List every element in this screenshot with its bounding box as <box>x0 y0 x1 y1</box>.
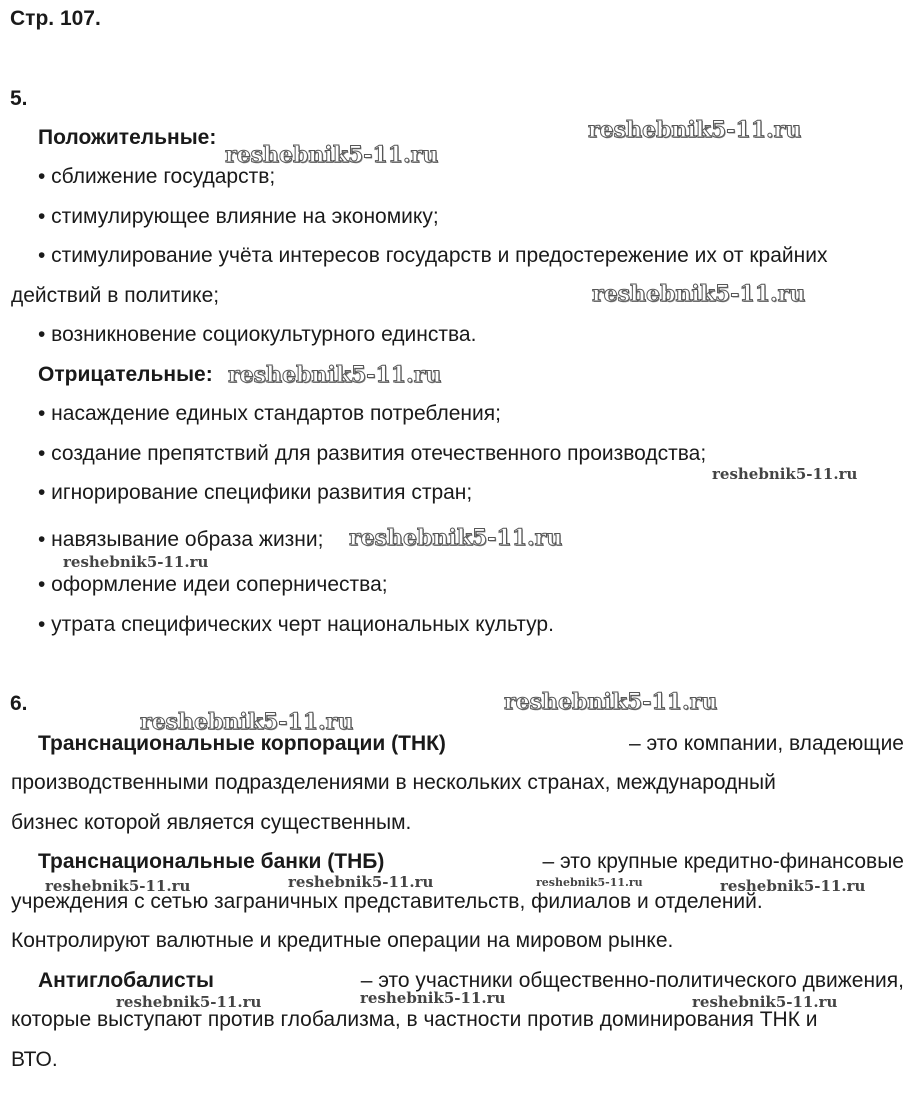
paragraph-tnk-line-3: бизнес которой является существенным. <box>11 811 412 834</box>
watermark: reshebnik5-11.ru <box>536 876 643 889</box>
watermark: reshebnik5-11.ru <box>140 709 354 735</box>
paragraph-tnk-line-1 <box>38 731 904 757</box>
term-tnb: Транснациональные банки (ТНБ) <box>38 850 385 873</box>
watermark: reshebnik5-11.ru <box>504 689 718 715</box>
watermark: reshebnik5-11.ru <box>692 993 838 1011</box>
definition-start: – это компании, владеющие <box>629 732 904 755</box>
watermark: reshebnik5-11.ru <box>288 873 434 891</box>
paragraph-tnb-line-2 <box>11 889 904 915</box>
paragraph-tnk-line-2 <box>11 770 904 796</box>
task-6-number: 6. <box>10 692 28 715</box>
list-item: • возникновение социокультурного единства. <box>38 323 477 346</box>
list-item-text: • стимулирование учёта интересов государств и предостережение их от крайних <box>38 244 828 267</box>
watermark: reshebnik5-11.ru <box>588 117 802 143</box>
watermark: reshebnik5-11.ru <box>228 362 442 388</box>
list-item: • насаждение единых стандартов потребления; <box>38 402 501 425</box>
watermark: reshebnik5-11.ru <box>360 989 506 1007</box>
paragraph-antiglob-line-2 <box>11 1007 904 1033</box>
list-item <box>38 243 904 269</box>
definition-start: – это участники общественно-политического движения, <box>360 969 904 992</box>
list-item: • оформление идеи соперничества; <box>38 573 388 596</box>
list-item: • игнорирование специфики развития стран; <box>38 481 473 504</box>
negative-heading: Отрицательные: <box>38 363 213 386</box>
term-antiglobalists: Антиглобалисты <box>38 969 214 992</box>
watermark: reshebnik5-11.ru <box>712 465 858 483</box>
definition-start: – это крупные кредитно-финансовые <box>542 850 904 873</box>
paragraph-text: которые выступают против глобализма, в частности против доминирования ТНК и <box>11 1008 818 1031</box>
watermark: reshebnik5-11.ru <box>45 877 191 895</box>
paragraph-text: учреждения с сетью заграничных представительств, филиалов и отделений. <box>11 890 763 913</box>
paragraph-text: производственными подразделениями в нескольких странах, международный <box>11 771 776 794</box>
list-item: • навязывание образа жизни; <box>38 528 324 551</box>
list-item: • сближение государств; <box>38 165 276 188</box>
watermark: reshebnik5-11.ru <box>720 877 866 895</box>
task-5-number: 5. <box>10 87 28 110</box>
paragraph-antiglob-line-1 <box>38 968 904 994</box>
list-item-continuation: действий в политике; <box>11 284 220 307</box>
paragraph-tnb-line-3: Контролируют валютные и кредитные операции на мировом рынке. <box>11 929 674 952</box>
list-item: • создание препятствий для развития отечественного производства; <box>38 442 707 465</box>
list-item: • утрата специфических черт национальных культур. <box>38 613 554 636</box>
paragraph-antiglob-line-3: ВТО. <box>11 1048 58 1071</box>
watermark: reshebnik5-11.ru <box>63 553 209 571</box>
page-number: Стр. 107. <box>10 7 101 30</box>
positive-heading: Положительные: <box>38 126 217 149</box>
watermark: reshebnik5-11.ru <box>225 142 439 168</box>
paragraph-tnb-line-1 <box>38 849 904 875</box>
list-item: • стимулирующее влияние на экономику; <box>38 205 439 228</box>
watermark: reshebnik5-11.ru <box>349 525 563 551</box>
watermark: reshebnik5-11.ru <box>592 281 806 307</box>
term-tnk: Транснациональные корпорации (ТНК) <box>38 732 446 755</box>
watermark: reshebnik5-11.ru <box>116 993 262 1011</box>
